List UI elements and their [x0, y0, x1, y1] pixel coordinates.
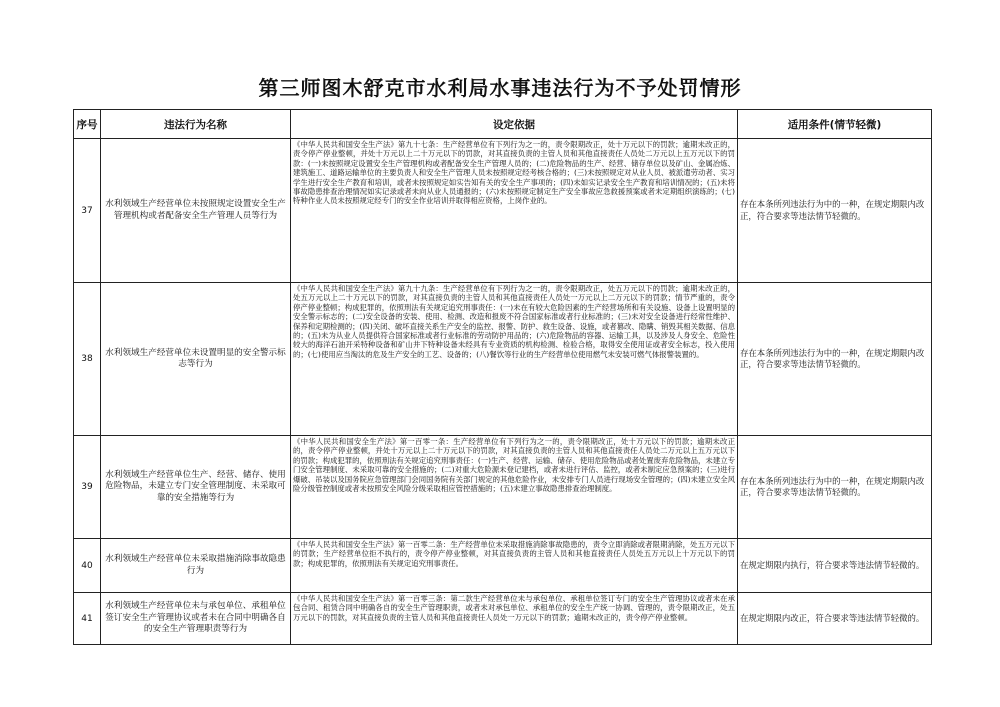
violations-table: [73, 109, 932, 645]
row-number: 38: [74, 283, 101, 436]
row-number: 39: [74, 436, 101, 539]
violation-name: 水利领域生产经营单位生产、经营、储存、使用危险物品，未建立专门安全管理制度、未采取可靠的安全措施等行为: [101, 436, 291, 539]
violation-name: 水利领域生产经营单位未采取措施消除事故隐患行为: [101, 539, 291, 593]
header-violation-name: 违法行为名称: [101, 110, 291, 139]
row-number: 37: [74, 139, 101, 283]
legal-basis: 《中华人民共和国安全生产法》第九十九条：生产经营单位有下列行为之一的，责令限期改正，处五万元以下的罚款；逾期未改正的，处五万元以上二十万元以下的罚款，对其直接负责的主管人员和其他直接责任人员处一万元以上二万元以下的罚款；情节严重的，责令停产停业整顿；构成犯罪的，依照刑法有关规定追究刑事责任：(一)未在有较大危险因素的生产经营场所和有关设施、设备上设置明显的安全警示标志的；(二)安全设备的安装、使用、检测、改造和报废不符合国家标准或者行业标准的；(三)未对安全设备进行经常性维护、保养和定期检测的；(四)关闭、破坏直接关系生产安全的监控、报警、防护、救生设备、设施，或者篡改、隐瞒、销毁其相关数据、信息的；(五)未为从业人员提供符合国家标准或者行业标准的劳动防护用品的；(六)危险物品的容器、运输工具，以及涉及人身安全、危险性较大的海洋石油开采特种设备和矿山井下特种设备未经具有专业资质的机构检测、检验合格，取得安全使用证或者安全标志，投入使用的；(七)使用应当淘汰的危及生产安全的工艺、设备的；(八)餐饮等行业的生产经营单位使用燃气未安装可燃气体报警装置的。: [291, 283, 738, 436]
table-row: [74, 283, 932, 436]
row-number: 40: [74, 539, 101, 593]
violation-name: 水利领域生产经营单位未设置明显的安全警示标志等行为: [101, 283, 291, 436]
violation-name: 水利领域生产经营单位未与承包单位、承租单位签订安全生产管理协议或者未在合同中明确各自的安全生产管理职责等行为: [101, 593, 291, 645]
legal-basis: 《中华人民共和国安全生产法》第一百零一条：生产经营单位有下列行为之一的，责令限期改正，处十万元以下的罚款；逾期未改正的，责令停产停业整顿，并处十万元以上二十万元以下的罚款，对其直接负责的主管人员和其他直接责任人员处二万元以上五万元以下的罚款；构成犯罪的，依照刑法有关规定追究刑事责任：(一)生产、经营、运输、储存、使用危险物品或者处置废弃危险物品，未建立专门安全管理制度、未采取可靠的安全措施的；(二)对重大危险源未登记建档，或者未进行评估、监控，或者未制定应急预案的；(三)进行爆破、吊装以及国务院应急管理部门会同国务院有关部门规定的其他危险作业，未安排专门人员进行现场安全管理的；(四)未建立安全风险分级管控制度或者未按照安全风险分级采取相应管控措施的；(五)未建立事故隐患排查治理制度。: [291, 436, 738, 539]
table-header-row: [74, 110, 932, 139]
table-row: [74, 539, 932, 593]
legal-basis: 《中华人民共和国安全生产法》第一百零三条：第二款生产经营单位未与承包单位、承租单位签订专门的安全生产管理协议或者未在承包合同、租赁合同中明确各自的安全生产管理职责，或者未对承包单位、承租单位的安全生产统一协调、管理的，责令限期改正，处五万元以下的罚款，对其直接负责的主管人员和其他直接责任人员处一万元以下的罚款；逾期未改正的，责令停产停业整顿。: [291, 593, 738, 645]
violation-name: 水利领域生产经营单位未按照规定设置安全生产管理机构或者配备安全生产管理人员等行为: [101, 139, 291, 283]
applicable-condition: 存在本条所列违法行为中的一种，在规定期限内改正，符合要求等违法情节轻微的。: [738, 139, 932, 283]
header-no: 序号: [74, 110, 101, 139]
legal-basis: 《中华人民共和国安全生产法》第九十七条：生产经营单位有下列行为之一的，责令限期改正，处十万元以下的罚款；逾期未改正的，责令停产停业整顿，并处十万元以上二十万元以下的罚款，对其直接负责的主管人员和其他直接责任人员处二万元以上五万元以下的罚款：(一)未按照规定设置安全生产管理机构或者配备安全生产管理人员的；(二)危险物品的生产、经营、储存单位以及矿山、金属冶炼、建筑施工、道路运输单位的主要负责人和安全生产管理人员未按照规定经考核合格的；(三)未按照规定对从业人员、被派遣劳动者、实习学生进行安全生产教育和培训，或者未按照规定如实告知有关的安全生产事项的；(四)未如实记录安全生产教育和培训情况的；(五)未将事故隐患排查治理情况如实记录或者未向从业人员通报的；(六)未按照规定制定生产安全事故应急救援预案或者未定期组织演练的；(七)特种作业人员未按照规定经专门的安全作业培训并取得相应资格，上岗作业的。: [291, 139, 738, 283]
page-title: 第三师图木舒克市水利局水事违法行为不予处罚情形: [258, 76, 742, 100]
header-applicable-conditions: 适用条件(情节轻微): [738, 110, 932, 139]
table-row: [74, 593, 932, 645]
applicable-condition: 存在本条所列违法行为中的一种，在规定期限内改正，符合要求等违法情节轻微的。: [738, 436, 932, 539]
legal-basis: 《中华人民共和国安全生产法》第一百零二条：生产经营单位未采取措施消除事故隐患的，责令立即消除或者限期消除，处五万元以下的罚款；生产经营单位拒不执行的，责令停产停业整顿，对其直接负责的主管人员和其他直接责任人员处五万元以上十万元以下的罚款；构成犯罪的，依照刑法有关规定追究刑事责任。: [291, 539, 738, 593]
table-row: [74, 436, 932, 539]
header-legal-basis: 设定依据: [291, 110, 738, 139]
applicable-condition: 存在本条所列违法行为中的一种，在规定期限内改正，符合要求等违法情节轻微的。: [738, 283, 932, 436]
row-number: 41: [74, 593, 101, 645]
table-row: [74, 139, 932, 283]
applicable-condition: 在规定期限内改正，符合要求等违法情节轻微的。: [738, 593, 932, 645]
applicable-condition: 在规定期限内执行，符合要求等违法情节轻微的。: [738, 539, 932, 593]
